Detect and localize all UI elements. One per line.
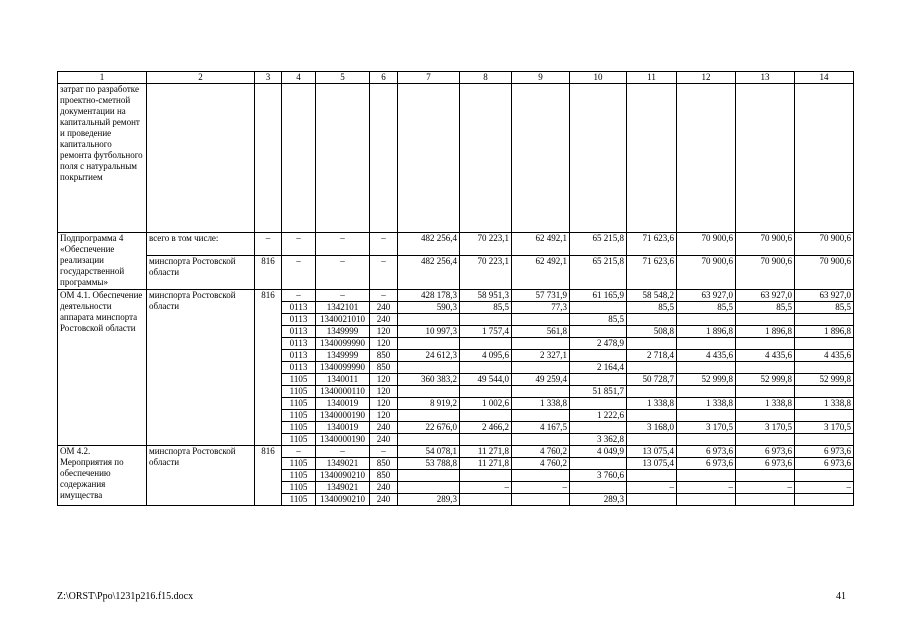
value-cell [795, 362, 854, 374]
value-cell: 6 973,6 [736, 446, 795, 458]
value-cell: 22 676,0 [398, 422, 460, 434]
value-cell: 61 165,9 [570, 290, 627, 302]
column-number-header: 11 [627, 72, 677, 84]
value-cell [570, 374, 627, 386]
value-cell: – [370, 256, 398, 290]
value-cell: 0113 [282, 302, 316, 314]
om-4-1-name: ОМ 4.1. Обеспечение деятельности аппарата минспорта Ростовской области [58, 290, 147, 446]
value-cell: 85,5 [627, 302, 677, 314]
value-cell [460, 338, 512, 350]
continuation-row [58, 84, 854, 233]
value-cell [736, 362, 795, 374]
column-number-header: 6 [370, 72, 398, 84]
value-cell: 289,3 [570, 494, 627, 506]
value-cell: 49 544,0 [460, 374, 512, 386]
value-cell: 11 271,8 [460, 458, 512, 470]
value-cell: 120 [370, 410, 398, 422]
empty-cell [627, 84, 677, 233]
om-4-2-name: ОМ 4.2. Мероприятия по обеспечению содержания имущества [58, 446, 147, 506]
value-cell [795, 314, 854, 326]
value-cell: 1349021 [316, 482, 370, 494]
value-cell: – [282, 290, 316, 302]
value-cell: 71 623,6 [627, 233, 677, 256]
value-cell: 240 [370, 482, 398, 494]
value-cell [512, 410, 570, 422]
value-cell: 70 223,1 [460, 256, 512, 290]
value-cell: 63 927,0 [677, 290, 736, 302]
value-cell: 53 788,8 [398, 458, 460, 470]
value-cell: 58 951,3 [460, 290, 512, 302]
column-number-header: 12 [677, 72, 736, 84]
value-cell [736, 314, 795, 326]
value-cell: 50 728,7 [627, 374, 677, 386]
value-cell: 1340000110 [316, 386, 370, 398]
column-number-header: 9 [512, 72, 570, 84]
value-cell: 4 760,2 [512, 446, 570, 458]
value-cell: – [316, 446, 370, 458]
value-cell: 58 548,2 [627, 290, 677, 302]
value-cell [460, 434, 512, 446]
value-cell: 4 167,5 [512, 422, 570, 434]
value-cell: 482 256,4 [398, 256, 460, 290]
empty-cell [570, 84, 627, 233]
value-cell: 1340019 [316, 398, 370, 410]
value-cell: 3 170,5 [736, 422, 795, 434]
value-cell [570, 398, 627, 410]
value-cell: 63 927,0 [736, 290, 795, 302]
value-cell: 482 256,4 [398, 233, 460, 256]
value-cell [512, 494, 570, 506]
value-cell: 70 900,6 [736, 233, 795, 256]
value-cell [460, 410, 512, 422]
value-cell [398, 482, 460, 494]
footer-page-number: 41 [836, 591, 846, 602]
value-cell: 1 896,8 [795, 326, 854, 338]
value-cell: 4 435,6 [677, 350, 736, 362]
footer-file-path: Z:\ORST\Ppo\1231p216.f15.docx [57, 591, 194, 602]
value-cell: 62 492,1 [512, 256, 570, 290]
value-cell [398, 410, 460, 422]
value-cell: 1340000190 [316, 410, 370, 422]
value-cell [736, 338, 795, 350]
value-cell [736, 410, 795, 422]
value-cell: 1340090210 [316, 470, 370, 482]
value-cell [512, 314, 570, 326]
value-cell [627, 314, 677, 326]
value-cell: 1105 [282, 470, 316, 482]
value-cell: 1340000190 [316, 434, 370, 446]
value-cell: 70 900,6 [677, 256, 736, 290]
value-cell: 240 [370, 434, 398, 446]
empty-cell [147, 84, 255, 233]
value-cell: 240 [370, 314, 398, 326]
value-cell: 3 362,8 [570, 434, 627, 446]
value-cell [795, 434, 854, 446]
value-cell: 24 612,3 [398, 350, 460, 362]
subprogram-4-total-row [58, 233, 854, 256]
value-cell: 3 170,5 [677, 422, 736, 434]
value-cell [795, 410, 854, 422]
value-cell: 4 435,6 [795, 350, 854, 362]
value-cell: – [677, 482, 736, 494]
value-cell: 0113 [282, 338, 316, 350]
value-cell: 120 [370, 398, 398, 410]
value-cell: – [627, 482, 677, 494]
value-cell [398, 386, 460, 398]
value-cell: 1105 [282, 494, 316, 506]
value-cell: 1105 [282, 374, 316, 386]
value-cell: 13 075,4 [627, 446, 677, 458]
value-cell: 49 259,4 [512, 374, 570, 386]
value-cell: 850 [370, 458, 398, 470]
value-cell [795, 338, 854, 350]
value-cell: 1 338,8 [512, 398, 570, 410]
value-cell: 3 168,0 [627, 422, 677, 434]
value-cell [677, 314, 736, 326]
value-cell: – [282, 446, 316, 458]
value-cell [570, 302, 627, 314]
value-cell: 52 999,8 [795, 374, 854, 386]
subprogram-4-name: Подпрограмма 4 «Обеспечение реализации государственной программы» [58, 233, 147, 290]
value-cell: 3 760,6 [570, 470, 627, 482]
value-cell: – [370, 446, 398, 458]
value-cell: – [255, 233, 282, 256]
value-cell: 71 623,6 [627, 256, 677, 290]
value-cell [570, 422, 627, 434]
value-cell: 52 999,8 [677, 374, 736, 386]
value-cell [512, 470, 570, 482]
value-cell: 2 718,4 [627, 350, 677, 362]
value-cell: – [512, 482, 570, 494]
om-4-1-executor: минспорта Ростовской области [147, 290, 255, 446]
value-cell: – [316, 233, 370, 256]
value-cell [627, 386, 677, 398]
value-cell [627, 338, 677, 350]
value-cell: 120 [370, 338, 398, 350]
value-cell: 1340099990 [316, 338, 370, 350]
value-cell [627, 362, 677, 374]
om-4-2-row [58, 446, 854, 458]
value-cell: 240 [370, 422, 398, 434]
value-cell [627, 410, 677, 422]
value-cell [677, 410, 736, 422]
value-cell: 2 327,1 [512, 350, 570, 362]
value-cell [398, 434, 460, 446]
budget-table [57, 71, 854, 506]
value-cell [398, 362, 460, 374]
value-cell: 816 [255, 256, 282, 290]
value-cell: 1105 [282, 458, 316, 470]
table-body [58, 72, 854, 506]
value-cell: 6 973,6 [677, 458, 736, 470]
value-cell: 1340099990 [316, 362, 370, 374]
empty-cell [677, 84, 736, 233]
empty-cell [255, 84, 282, 233]
value-cell: 6 973,6 [795, 458, 854, 470]
value-cell: 52 999,8 [736, 374, 795, 386]
value-cell: 0113 [282, 362, 316, 374]
value-cell: 4 095,6 [460, 350, 512, 362]
value-cell: 1 896,8 [677, 326, 736, 338]
value-cell [677, 386, 736, 398]
empty-cell [460, 84, 512, 233]
value-cell: 1105 [282, 386, 316, 398]
value-cell [795, 494, 854, 506]
value-cell: 1349021 [316, 458, 370, 470]
value-cell: 289,3 [398, 494, 460, 506]
value-cell [398, 470, 460, 482]
empty-cell [512, 84, 570, 233]
value-cell [570, 350, 627, 362]
value-cell [736, 470, 795, 482]
value-cell: 1 002,6 [460, 398, 512, 410]
value-cell: 85,5 [570, 314, 627, 326]
value-cell [460, 470, 512, 482]
value-cell: 561,8 [512, 326, 570, 338]
value-cell [570, 458, 627, 470]
value-cell: 6 973,6 [677, 446, 736, 458]
value-cell: 1 338,8 [795, 398, 854, 410]
value-cell [398, 314, 460, 326]
empty-cell [370, 84, 398, 233]
column-number-header: 4 [282, 72, 316, 84]
executor-minsport-label: минспорта Ростовской области [147, 256, 255, 290]
header-row [58, 72, 854, 84]
subprogram-4-minsport-row [58, 256, 854, 290]
value-cell: 4 760,2 [512, 458, 570, 470]
value-cell: – [316, 290, 370, 302]
value-cell [512, 434, 570, 446]
empty-cell [736, 84, 795, 233]
empty-cell [316, 84, 370, 233]
value-cell: 2 466,2 [460, 422, 512, 434]
value-cell: 1349999 [316, 326, 370, 338]
value-cell: 85,5 [460, 302, 512, 314]
executor-total-label: всего в том числе: [147, 233, 255, 256]
value-cell: 70 900,6 [677, 233, 736, 256]
value-cell: 2 164,4 [570, 362, 627, 374]
value-cell: 360 383,2 [398, 374, 460, 386]
value-cell: 2 478,9 [570, 338, 627, 350]
value-cell: 1105 [282, 398, 316, 410]
value-cell: 57 731,9 [512, 290, 570, 302]
value-cell: – [370, 233, 398, 256]
value-cell: – [736, 482, 795, 494]
value-cell: – [795, 482, 854, 494]
value-cell: 70 900,6 [795, 233, 854, 256]
value-cell: 6 973,6 [795, 446, 854, 458]
column-number-header: 2 [147, 72, 255, 84]
value-cell: 1340021010 [316, 314, 370, 326]
value-cell: – [316, 256, 370, 290]
om-4-1-row [58, 290, 854, 302]
value-cell: 1105 [282, 422, 316, 434]
value-cell: 1 338,8 [736, 398, 795, 410]
value-cell: 77,3 [512, 302, 570, 314]
value-cell: 6 973,6 [736, 458, 795, 470]
value-cell: 11 271,8 [460, 446, 512, 458]
value-cell: 13 075,4 [627, 458, 677, 470]
value-cell: 0113 [282, 350, 316, 362]
empty-cell [795, 84, 854, 233]
value-cell [627, 494, 677, 506]
value-cell: 0113 [282, 326, 316, 338]
om-4-2-grbs: 816 [255, 446, 282, 506]
value-cell: 4 049,9 [570, 446, 627, 458]
value-cell: 70 900,6 [795, 256, 854, 290]
value-cell [627, 434, 677, 446]
empty-cell [282, 84, 316, 233]
value-cell: 240 [370, 494, 398, 506]
value-cell: 85,5 [677, 302, 736, 314]
value-cell [677, 362, 736, 374]
value-cell: 1342101 [316, 302, 370, 314]
column-number-header: 8 [460, 72, 512, 84]
value-cell: 1349999 [316, 350, 370, 362]
value-cell [736, 494, 795, 506]
value-cell: 1340011 [316, 374, 370, 386]
value-cell: 85,5 [795, 302, 854, 314]
value-cell: 508,8 [627, 326, 677, 338]
value-cell: – [460, 482, 512, 494]
value-cell [512, 362, 570, 374]
value-cell: 1340019 [316, 422, 370, 434]
value-cell [460, 362, 512, 374]
value-cell [677, 470, 736, 482]
value-cell [736, 386, 795, 398]
value-cell: 428 178,3 [398, 290, 460, 302]
value-cell: 1340090210 [316, 494, 370, 506]
value-cell: 1 338,8 [677, 398, 736, 410]
value-cell: 1105 [282, 482, 316, 494]
value-cell: 1 757,4 [460, 326, 512, 338]
value-cell: – [282, 233, 316, 256]
column-number-header: 14 [795, 72, 854, 84]
value-cell [677, 494, 736, 506]
value-cell: 0113 [282, 314, 316, 326]
value-cell: 1 896,8 [736, 326, 795, 338]
value-cell [460, 494, 512, 506]
value-cell: 3 170,5 [795, 422, 854, 434]
empty-cell [398, 84, 460, 233]
om-4-2-executor: минспорта Ростовской области [147, 446, 255, 506]
value-cell [570, 482, 627, 494]
value-cell: 850 [370, 350, 398, 362]
value-cell: 590,3 [398, 302, 460, 314]
value-cell [512, 338, 570, 350]
value-cell: 65 215,8 [570, 233, 627, 256]
value-cell: 54 078,1 [398, 446, 460, 458]
value-cell [736, 434, 795, 446]
value-cell [398, 338, 460, 350]
value-cell [677, 434, 736, 446]
om-4-1-grbs: 816 [255, 290, 282, 446]
value-cell: 65 215,8 [570, 256, 627, 290]
value-cell: 240 [370, 302, 398, 314]
value-cell: 120 [370, 374, 398, 386]
value-cell: 70 223,1 [460, 233, 512, 256]
value-cell [570, 326, 627, 338]
value-cell: 70 900,6 [736, 256, 795, 290]
value-cell: 120 [370, 326, 398, 338]
value-cell: 4 435,6 [736, 350, 795, 362]
value-cell: 8 919,2 [398, 398, 460, 410]
value-cell: 1 222,6 [570, 410, 627, 422]
value-cell [677, 338, 736, 350]
value-cell: 10 997,3 [398, 326, 460, 338]
value-cell: 1105 [282, 434, 316, 446]
continued-item-name: затрат по разработке проектно-сметной документации на капитальный ремонт и проведение капитального ремонта футбольного поля с натуральным покрытием [58, 84, 147, 233]
column-number-header: 7 [398, 72, 460, 84]
value-cell: 85,5 [736, 302, 795, 314]
column-number-header: 3 [255, 72, 282, 84]
value-cell [512, 386, 570, 398]
value-cell [460, 386, 512, 398]
column-number-header: 10 [570, 72, 627, 84]
value-cell: – [370, 290, 398, 302]
value-cell [795, 386, 854, 398]
column-number-header: 5 [316, 72, 370, 84]
column-number-header: 1 [58, 72, 147, 84]
value-cell: 51 851,7 [570, 386, 627, 398]
column-number-header: 13 [736, 72, 795, 84]
value-cell [795, 470, 854, 482]
value-cell: – [282, 256, 316, 290]
value-cell: 62 492,1 [512, 233, 570, 256]
value-cell: 850 [370, 362, 398, 374]
value-cell [460, 314, 512, 326]
value-cell [627, 470, 677, 482]
value-cell: 63 927,0 [795, 290, 854, 302]
value-cell: 850 [370, 470, 398, 482]
value-cell: 1105 [282, 410, 316, 422]
value-cell: 1 338,8 [627, 398, 677, 410]
value-cell: 120 [370, 386, 398, 398]
